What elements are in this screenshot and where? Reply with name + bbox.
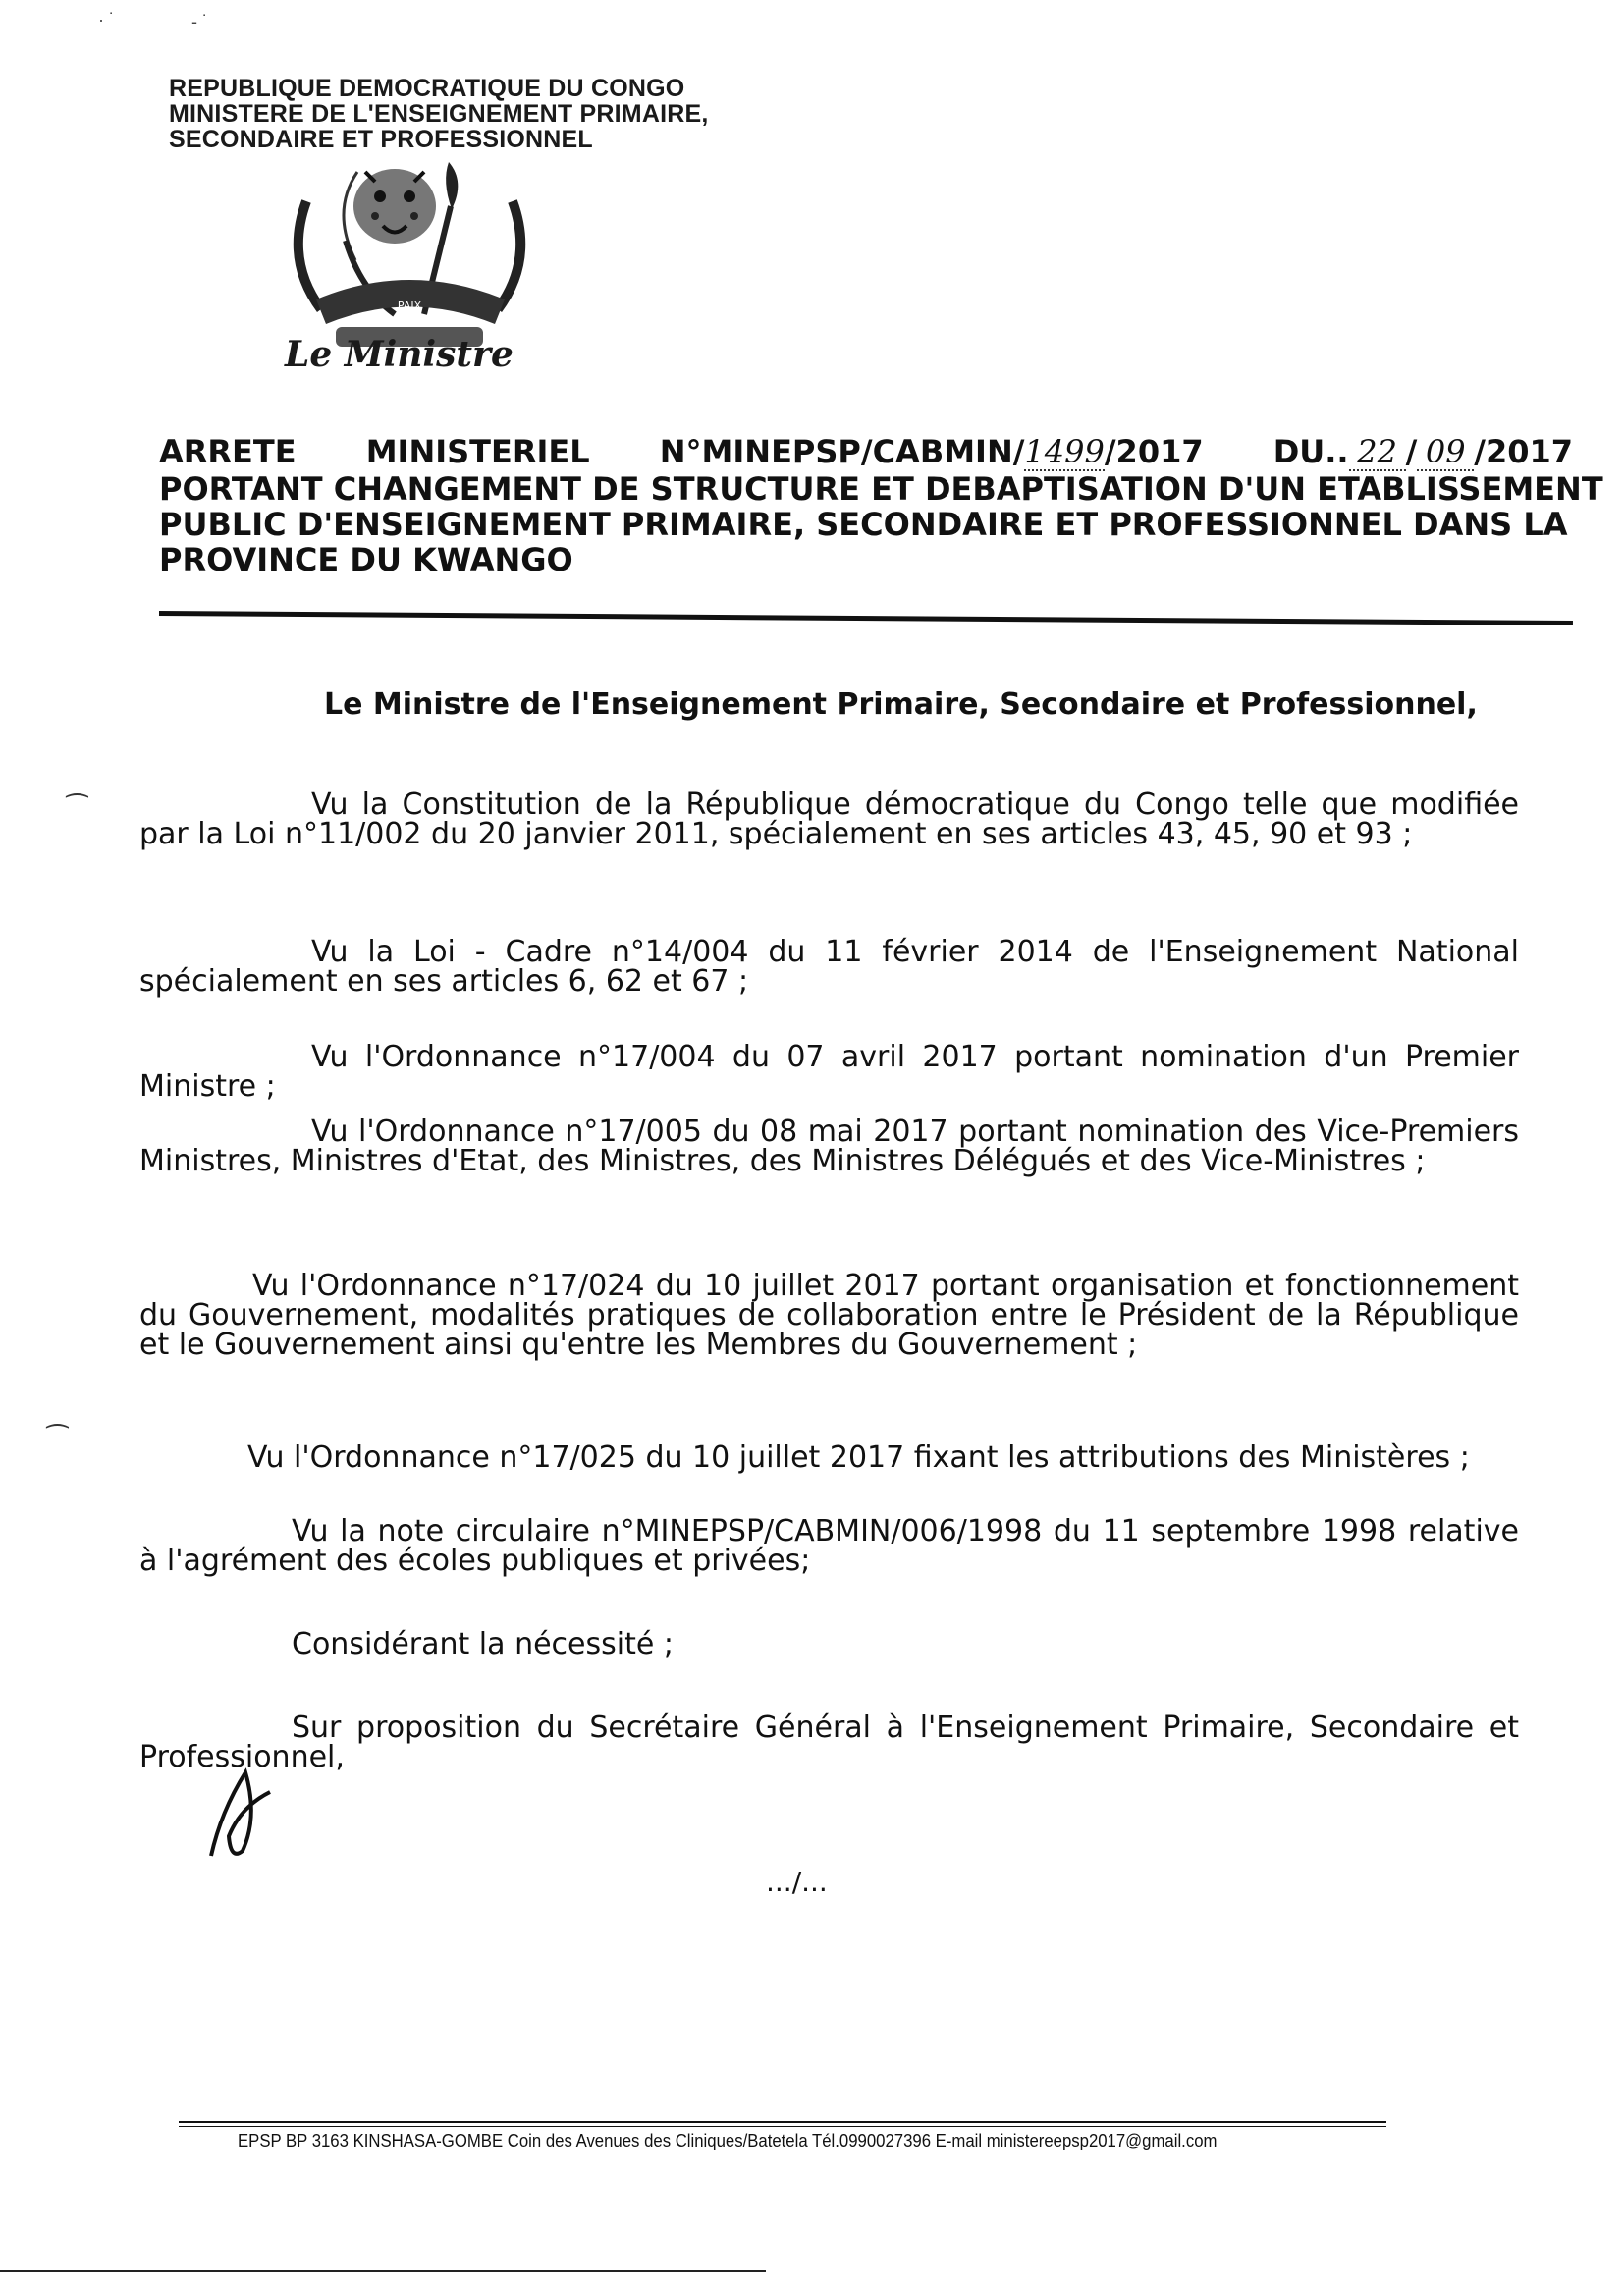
title-reference	[660, 434, 1204, 471]
date-month-handwritten: 09	[1417, 434, 1474, 471]
title-date: DU.. 22 / 09 /2017	[1272, 433, 1573, 470]
visa-ordonnance-organisation	[139, 1269, 1519, 1362]
margin-mark: ⁀	[47, 1424, 68, 1453]
considerant	[139, 1627, 1519, 1661]
date-day-handwritten: 22	[1349, 434, 1406, 471]
header-ministry: MINISTERE DE L'ENSEIGNEMENT PRIMAIRE,	[169, 100, 709, 128]
handwritten-initials-icon	[201, 1758, 280, 1866]
ref-year: /2017	[1104, 433, 1204, 470]
decree-title	[159, 433, 1603, 578]
visa-ordonnance-attributions	[139, 1440, 1519, 1475]
header-ministry-cont: SECONDAIRE ET PROFESSIONNEL	[169, 126, 593, 153]
minister-signature-title: Le Ministre	[285, 334, 514, 375]
scan-speck: · ˙	[98, 10, 115, 29]
visa-ordonnance-premier-ministre	[139, 1040, 1519, 1104]
ref-number-handwritten: 1499	[1024, 433, 1105, 470]
preamble: Le Ministre de l'Enseignement Primaire, Secondaire et Professionnel,	[324, 687, 1478, 722]
visa-text: Sur proposition du Secrétaire Général à l'Enseignement Primaire, Secondaire et Professionnel,	[139, 1711, 1519, 1774]
decree-title-line4: PROVINCE DU KWANGO	[159, 541, 573, 578]
coat-of-arms-icon	[277, 152, 542, 353]
margin-mark: ⁀	[67, 793, 87, 823]
decree-title-line3: PUBLIC D'ENSEIGNEMENT PRIMAIRE, SECONDAIRE ET PROFESSIONNEL DANS LA	[159, 506, 1568, 543]
visa-text: Vu la Constitution de la République démocratique du Congo telle que modifiée par la Loi n°11/002 du 20 janvier 2011, spécialement en ses articles 43, 45, 90 et 93 ;	[139, 788, 1519, 851]
footer-address: EPSP BP 3163 KINSHASA-GOMBE Coin des Avenues des Cliniques/Batetela Tél.0990027396 E-mail ministereepsp2017@gmail.com	[238, 2131, 1218, 2150]
scan-edge-line	[0, 2270, 766, 2272]
decree-title-line2: PORTANT CHANGEMENT DE STRUCTURE ET DEBAPTISATION D'UN ETABLISSEMENT	[159, 470, 1603, 508]
scan-speck: - ˙	[191, 12, 208, 31]
visa-text: Vu l'Ordonnance n°17/004 du 07 avril 2017 portant nomination d'un Premier Ministre ;	[139, 1040, 1519, 1104]
visa-text: Vu l'Ordonnance n°17/025 du 10 juillet 2017 fixant les attributions des Ministères ;	[247, 1440, 1470, 1475]
title-divider	[159, 611, 1573, 625]
visa-ordonnance-gouvernement	[139, 1114, 1519, 1178]
visa-text: Vu la note circulaire n°MINEPSP/CABMIN/006/1998 du 11 septembre 1998 relative à l'agrément des écoles publiques et privées;	[139, 1514, 1519, 1578]
ref-code: N°MINEPSP/CABMIN/	[659, 433, 1025, 470]
visa-constitution	[139, 790, 1519, 849]
title-ministeriel: MINISTERIEL	[365, 433, 590, 470]
date-year: /2017	[1474, 433, 1573, 470]
visa-text: Considérant la nécessité ;	[292, 1627, 674, 1661]
visa-loi-cadre	[139, 935, 1519, 999]
footer-rule	[179, 2121, 1386, 2127]
title-arrete: ARRETE	[159, 433, 297, 470]
visa-text: Vu la Loi - Cadre n°14/004 du 11 février 2014 de l'Enseignement National spécialement en ses articles 6, 62 et 67 ;	[139, 935, 1519, 999]
visa-text: Vu l'Ordonnance n°17/005 du 08 mai 2017 portant nomination des Vice-Premiers Ministres, Ministres d'Etat, des Ministres, des Ministres Délégués et des Vice-Ministres ;	[139, 1114, 1519, 1178]
header-republic: REPUBLIQUE DEMOCRATIQUE DU CONGO	[169, 75, 685, 102]
visa-text: Vu l'Ordonnance n°17/024 du 10 juillet 2017 portant organisation et fonctionnement du Gouvernement, modalités pratiques de collaboration entre le Président de la République et le Gouvernement ainsi qu'entre les Membres du Gouvernement ;	[139, 1269, 1519, 1362]
visa-note-circulaire	[139, 1514, 1519, 1578]
date-du: DU..	[1272, 433, 1349, 470]
decree-title-ref-row	[159, 434, 1573, 471]
emblem-motto-icon: PAIX	[397, 299, 422, 312]
sur-proposition	[139, 1713, 1519, 1772]
continuation-mark: .../...	[766, 1866, 828, 1898]
